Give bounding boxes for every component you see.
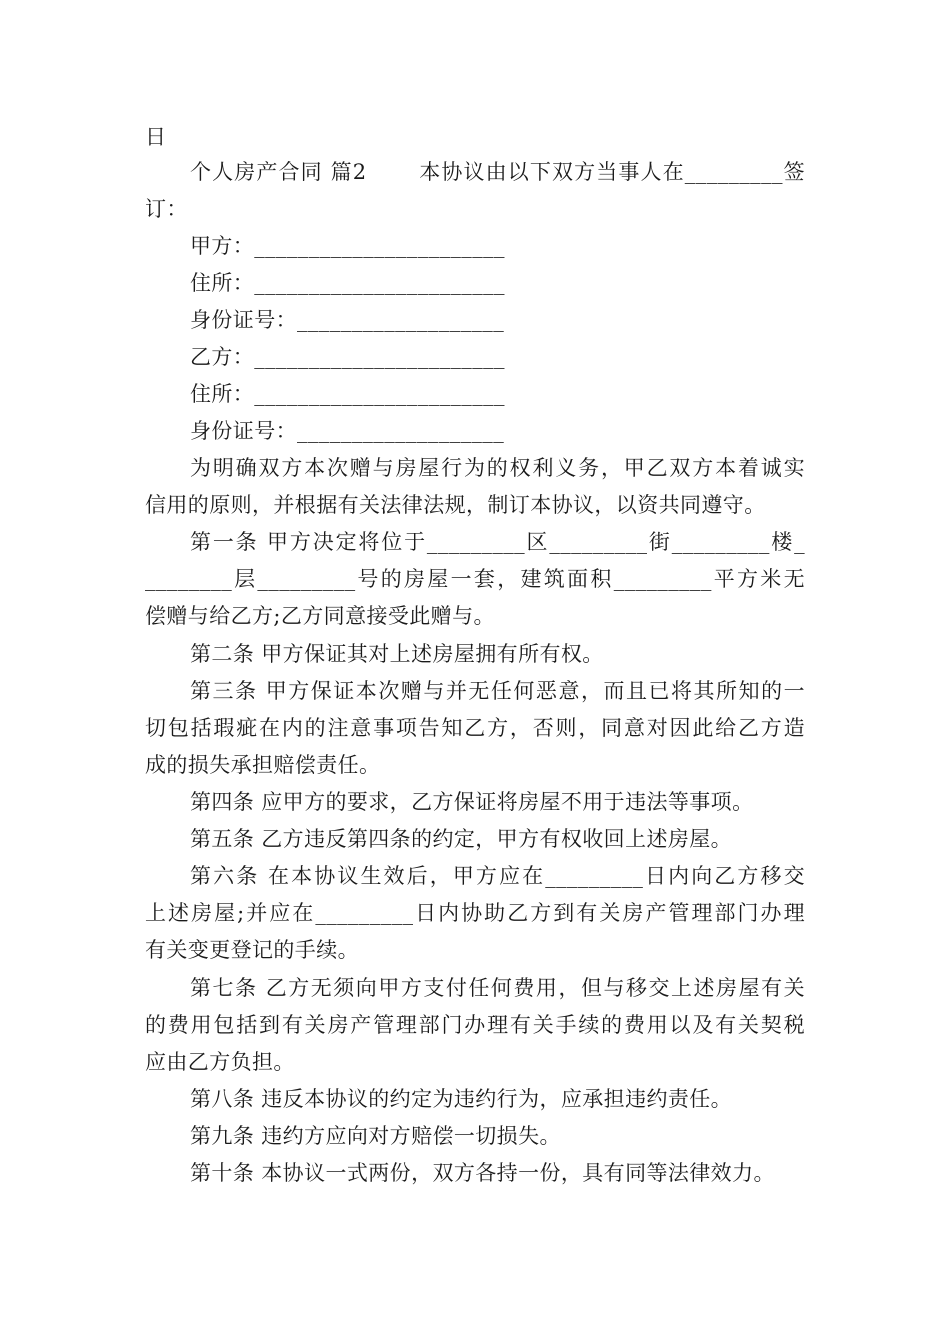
- article-7-line-1: 第七条 乙方无须向甲方支付任何费用，但与移交上述房屋有关: [190, 976, 805, 1000]
- party-b-id: 身份证号：___________________: [190, 419, 505, 443]
- article-1-line-1: 第一条 甲方决定将位于_________区_________街_________楼_: [190, 530, 805, 554]
- article-9: 第九条 违约方应向对方赔偿一切损失。: [190, 1124, 561, 1148]
- article-10: 第十条 本协议一式两份，双方各持一份，具有同等法律效力。: [190, 1161, 775, 1185]
- article-6-line-3: 有关变更登记的手续。: [145, 938, 359, 962]
- contract-heading-line: 个人房产合同 篇2 本协议由以下双方当事人在_________签: [190, 160, 805, 184]
- article-7-line-2: 的费用包括到有关房产管理部门办理有关手续的费用以及有关契税: [145, 1013, 805, 1037]
- party-a-id: 身份证号：___________________: [190, 308, 505, 332]
- article-3-line-2: 切包括瑕疵在内的注意事项告知乙方，否则，同意对因此给乙方造: [145, 716, 805, 740]
- preamble-line-2: 信用的原则，并根据有关法律法规，制订本协议，以资共同遵守。: [145, 493, 766, 517]
- article-1-line-2: ________层_________号的房屋一套，建筑面积_________平方米无: [145, 567, 805, 591]
- party-a-name: 甲方：_______________________: [190, 234, 505, 258]
- article-4: 第四条 应甲方的要求，乙方保证将房屋不用于违法等事项。: [190, 790, 754, 814]
- article-2: 第二条 甲方保证其对上述房屋拥有所有权。: [190, 642, 604, 666]
- article-6-line-2: 上述房屋;并应在_________日内协助乙方到有关房产管理部门办理: [145, 901, 805, 925]
- article-5: 第五条 乙方违反第四条的约定，甲方有权收回上述房屋。: [190, 827, 733, 851]
- article-3-line-3: 成的损失承担赔偿责任。: [145, 753, 381, 777]
- article-6-line-1: 第六条 在本协议生效后，甲方应在_________日内向乙方移交: [190, 864, 805, 888]
- heading-continuation: 订：: [145, 197, 188, 221]
- article-7-line-3: 应由乙方负担。: [145, 1050, 295, 1074]
- article-1-line-3: 偿赠与给乙方;乙方同意接受此赠与。: [145, 604, 495, 628]
- date-tail: 日: [145, 125, 167, 149]
- article-3-line-1: 第三条 甲方保证本次赠与并无任何恶意，而且已将其所知的一: [190, 679, 805, 703]
- party-a-address: 住所：_______________________: [190, 271, 505, 295]
- party-b-address: 住所：_______________________: [190, 382, 505, 406]
- preamble-line-1: 为明确双方本次赠与房屋行为的权利义务，甲乙双方本着诚实: [190, 456, 805, 480]
- party-b-name: 乙方：_______________________: [190, 345, 505, 369]
- article-8: 第八条 违反本协议的约定为违约行为，应承担违约责任。: [190, 1087, 733, 1111]
